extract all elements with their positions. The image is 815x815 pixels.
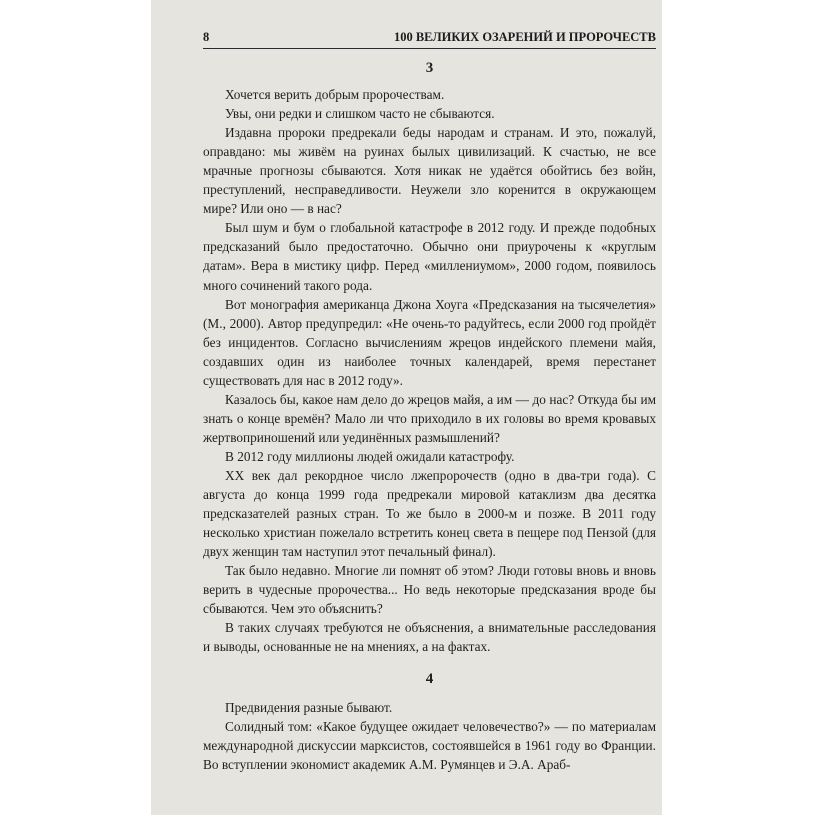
paragraph: Вот монография американца Джона Хоуга «Предсказания на тысячелетия» (М., 2000). Автор предупредил: «Не очень-то радуйтесь, если 2000 год пройдёт без инцидентов. Согласно вычислениям жрецов индейского племени майя, создавших один из наиболее точных календарей, время перестанет существовать для нас в 2012 году». — [203, 296, 656, 388]
paragraph: XX век дал рекордное число лжепророчеств (одно в два-три года). С августа до конца 1999 года предрекали мировой катаклизм два десятка предсказателей разных стран. То же было в 2000-м и позже. В 2011 году несколько христиан пожелало встретить конец света в пещере под Пензой (для двух женщин там наступил этот печальный финал). — [203, 467, 656, 560]
section-number: 4 — [425, 671, 434, 688]
page-number: 8 — [203, 29, 210, 44]
running-title: 100 ВЕЛИКИХ ОЗАРЕНИЙ И ПРОРОЧЕСТВ — [393, 29, 656, 44]
section-number: 3 — [425, 60, 434, 76]
paragraph: Солидный том: «Какое будущее ожидает человечество?» — по материалам международной дискуссии марксистов, состоявшейся в 1961 году во Франции. Во вступлении экономист академик А.М. Румянцев и Э.А. Араб- — [203, 718, 656, 772]
paragraph: В 2012 году миллионы людей ожидали катастрофу. — [225, 448, 515, 464]
paragraph: Казалось бы, какое нам дело до жрецов майя, а им — до нас? Откуда бы им знать о конце времён? Мало ли что приходило в их головы во время кровавых жертвоприношений или уединённых размышлений? — [203, 391, 656, 445]
paragraph: Предвидения разные бывают. — [225, 699, 393, 715]
paragraph: Так было недавно. Многие ли помнят об этом? Люди готовы вновь и вновь верить в чудесные пророчества... Но ведь некоторые предсказания вроде бы сбываются. Чем это объяснить? — [203, 563, 656, 617]
book-page — [151, 0, 662, 815]
body-text — [203, 55, 656, 774]
running-header — [203, 29, 656, 45]
paragraph: Хочется верить добрым пророчествам. — [225, 87, 445, 103]
paragraph: Увы, они редки и слишком часто не сбываются. — [225, 106, 495, 122]
paragraph: В таких случаях требуются не объяснения, а внимательные расследования и выводы, основанные не на мнениях, а на фактах. — [203, 620, 656, 655]
header-rule — [203, 48, 656, 49]
paragraph: Издавна пророки предрекали беды народам и странам. И это, пожалуй, оправдано: мы живём на руинах былых цивилизаций. К счастью, не все мрачные прогнозы сбываются. Хотя никак не удаётся обойтись без войн, преступлений, несправедливости. Неужели зло коренится в окружающем мире? Или оно — в нас? — [203, 125, 656, 217]
paragraph: Был шум и бум о глобальной катастрофе в 2012 году. И прежде подобных предсказаний было предостаточно. Обычно они приурочены к «круглым датам». Вера в мистику цифр. Перед «миллениумом», 2000 годом, появилось много сочинений такого рода. — [203, 220, 656, 293]
